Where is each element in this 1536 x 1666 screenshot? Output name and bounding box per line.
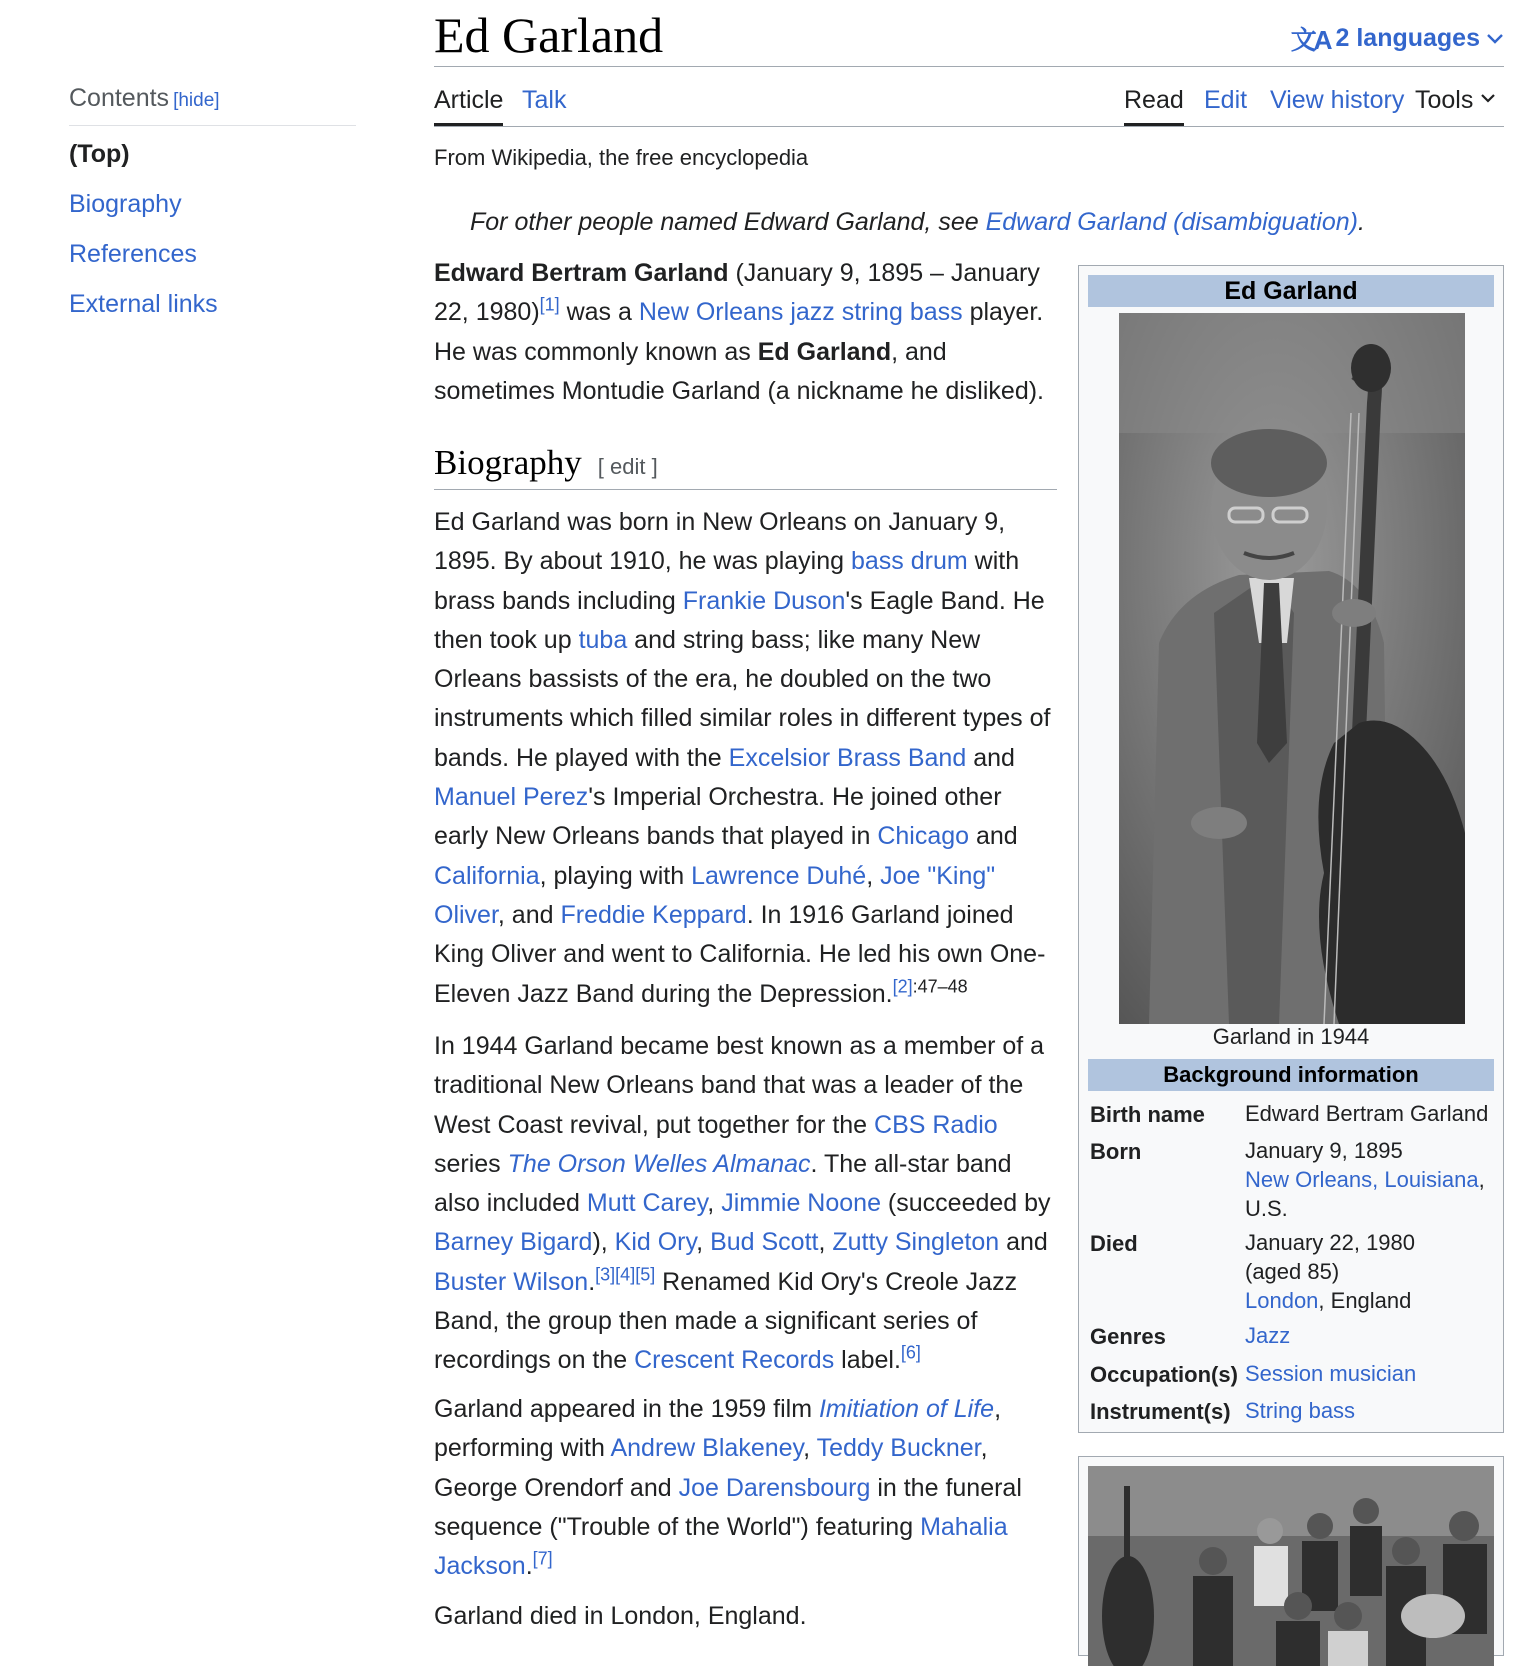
page-range: :47–48 bbox=[912, 976, 968, 997]
article-link[interactable]: Mutt Carey bbox=[586, 1189, 708, 1218]
occupation-value bbox=[1245, 1359, 1416, 1388]
article-link[interactable]: Lawrence Duhé bbox=[691, 861, 867, 890]
article-link[interactable]: Excelsior Brass Band bbox=[728, 743, 967, 772]
instrument-value bbox=[1245, 1396, 1355, 1425]
toc-header bbox=[69, 84, 356, 126]
died-label: Died bbox=[1090, 1231, 1138, 1256]
birth-name-label: Birth name bbox=[1090, 1102, 1205, 1127]
known-as-name: Ed Garland bbox=[757, 337, 892, 366]
band-photo-image bbox=[1088, 1466, 1494, 1666]
tab-tools[interactable] bbox=[1415, 86, 1496, 126]
chevron-down-icon bbox=[1480, 93, 1496, 104]
tools-label: Tools bbox=[1415, 86, 1474, 114]
article-link[interactable]: string bass bbox=[841, 298, 963, 327]
band-photo-frame bbox=[1078, 1456, 1504, 1656]
birth-name-value: Edward Bertram Garland bbox=[1245, 1101, 1489, 1126]
article-link[interactable]: String bass bbox=[1245, 1398, 1356, 1423]
article-link[interactable]: bass drum bbox=[850, 547, 968, 576]
hatnote-end: . bbox=[1358, 208, 1365, 236]
born-country: U.S. bbox=[1245, 1196, 1288, 1221]
infobox bbox=[1078, 265, 1504, 1433]
title-divider bbox=[434, 66, 1504, 67]
page-title: Ed Garland bbox=[434, 7, 664, 63]
language-count: 2 languages bbox=[1335, 24, 1480, 52]
article-link[interactable]: Frankie Duson bbox=[682, 586, 846, 615]
biography-paragraph-1: Ed Garland was born in New Orleans on January 9, 1895. By about 1910, he was playing bass drum with brass bands including Frankie Duson's Eagle Band. He then took up tuba and string bass; like many New Orleans bassists of the era, he doubled on the two instruments which filled similar roles in different types of bands. He played with the Excelsior Brass Band and Manuel Perez's Imperial Orchestra. He joined other early New Orleans bands that played in Chicago and California, playing with Lawrence Duhé, Joe "King" Oliver, and Freddie Keppard. In 1916 Garland joined King Oliver and went to California. He led his own One-Eleven Jazz Band during the Depression.$^{[2]:47-48}$ bbox=[434, 508, 1051, 1008]
article-link[interactable]: California bbox=[434, 861, 540, 890]
born-value bbox=[1245, 1136, 1485, 1223]
article-link[interactable]: Imitiation of Life bbox=[818, 1395, 995, 1423]
article-link[interactable]: New Orleans, Louisiana bbox=[1245, 1167, 1479, 1192]
lead-paragraph bbox=[434, 254, 1059, 411]
article-link[interactable]: Chicago bbox=[877, 822, 970, 851]
article-link[interactable]: Jazz bbox=[1245, 1323, 1291, 1348]
born-label: Born bbox=[1090, 1139, 1142, 1164]
tab-edit[interactable]: Edit bbox=[1204, 86, 1248, 114]
ref-link[interactable]: [1] bbox=[539, 294, 560, 315]
article-link[interactable]: The Orson Welles Almanac bbox=[507, 1149, 811, 1178]
toc-item-references[interactable]: References bbox=[69, 240, 197, 268]
article-link[interactable]: Joe "King" Oliver bbox=[434, 861, 996, 929]
article-link[interactable]: Mahalia Jackson bbox=[434, 1512, 1008, 1581]
infobox-title: Ed Garland bbox=[1088, 275, 1494, 307]
article-link[interactable]: Andrew Blakeney bbox=[610, 1434, 804, 1463]
translate-icon: 文A bbox=[1290, 25, 1330, 55]
died-value bbox=[1245, 1228, 1415, 1315]
article-link[interactable]: Zutty Singleton bbox=[832, 1228, 1000, 1257]
occupation-label: Occupation(s) bbox=[1090, 1362, 1238, 1387]
page-tabs bbox=[434, 80, 1504, 127]
article-link[interactable]: Teddy Buckner bbox=[816, 1434, 981, 1463]
toc-item-external-links[interactable]: External links bbox=[69, 290, 218, 318]
biography-paragraph-4: Garland died in London, England. bbox=[434, 1602, 807, 1630]
lead-text: was a bbox=[559, 298, 639, 327]
biography-paragraph-2: In 1944 Garland became best known as a member of a traditional New Orleans band that was a leader of the West Coast revival, put together for the CBS Radio series The Orson Welles Almanac. The all-star band also included Mutt Carey, Jimmie Noone (succeeded by Barney Bigard), Kid Ory, Bud Scott, Zutty Singleton and Buster Wilson.[3][4][5] Renamed Kid Ory's Creole Jazz Band, the group then made a significant series of recordings on the Crescent Records label.[6] bbox=[434, 1032, 1051, 1375]
article-link[interactable]: Kid Ory bbox=[614, 1228, 697, 1257]
biography-heading: Biography bbox=[434, 443, 582, 482]
article-link[interactable]: tuba bbox=[578, 625, 628, 654]
article-link[interactable]: London bbox=[1245, 1288, 1319, 1313]
tab-view-history[interactable]: View history bbox=[1270, 86, 1405, 114]
ref-link[interactable]: [6] bbox=[900, 1343, 921, 1364]
ref-link[interactable]: [7] bbox=[532, 1548, 553, 1569]
lead-text: , and sometimes Montudie Garland (a nickname he disliked). bbox=[434, 337, 1044, 405]
article-link[interactable]: Barney Bigard bbox=[434, 1228, 593, 1257]
instrument-label: Instrument(s) bbox=[1090, 1399, 1231, 1424]
band-photo[interactable] bbox=[1088, 1466, 1494, 1666]
table-of-contents bbox=[69, 84, 356, 329]
tab-article[interactable]: Article bbox=[434, 86, 503, 126]
section-heading-biography bbox=[434, 443, 1057, 490]
article-link[interactable]: New Orleans bbox=[638, 298, 784, 327]
language-button[interactable] bbox=[1291, 20, 1504, 57]
hatnote-text: For other people named Edward Garland, see bbox=[470, 208, 986, 236]
ref-link[interactable]: [3][4][5] bbox=[595, 1264, 656, 1285]
article-link[interactable]: Buster Wilson bbox=[434, 1267, 589, 1296]
genres-value bbox=[1245, 1321, 1290, 1350]
hatnote bbox=[470, 208, 1365, 237]
died-date: January 22, 1980 bbox=[1245, 1230, 1416, 1255]
biography-paragraph-3: Garland appeared in the 1959 film Imitiation of Life, performing with Andrew Blakeney, Teddy Buckner, George Orendorf and Joe Darensbourg in the funeral sequence ("Trouble of the World") featuring Mahalia Jackson.[7] bbox=[434, 1395, 1022, 1581]
disambiguation-link[interactable]: Edward Garland (disambiguation) bbox=[985, 208, 1358, 236]
lead-text: (January 9, 1895 – January 22, 1980) bbox=[434, 259, 1040, 327]
section-edit-link[interactable]: [ edit ] bbox=[597, 454, 658, 479]
died-age: (aged 85) bbox=[1245, 1259, 1340, 1284]
genres-label: Genres bbox=[1090, 1324, 1166, 1349]
article-link[interactable]: CBS Radio bbox=[874, 1110, 998, 1139]
article-link[interactable]: Manuel Perez bbox=[434, 783, 589, 812]
ref-link[interactable]: [2] bbox=[892, 976, 913, 997]
article-link[interactable]: Session musician bbox=[1245, 1361, 1417, 1386]
article-link[interactable]: Joe Darensbourg bbox=[678, 1473, 871, 1502]
site-tagline: From Wikipedia, the free encyclopedia bbox=[434, 145, 809, 170]
bassist-photo-image bbox=[1119, 313, 1465, 1024]
toc-item-top[interactable]: (Top) bbox=[69, 140, 130, 168]
article-link[interactable]: Freddie Keppard bbox=[560, 900, 747, 929]
infobox-section-header: Background information bbox=[1088, 1059, 1494, 1091]
subject-name: Edward Bertram Garland bbox=[434, 259, 729, 287]
died-place: London, England bbox=[1245, 1288, 1412, 1313]
toc-hide-button[interactable]: [hide] bbox=[173, 90, 220, 111]
article-link[interactable]: jazz bbox=[790, 298, 835, 327]
chevron-down-icon bbox=[1486, 33, 1504, 45]
toc-heading: Contents bbox=[69, 84, 170, 112]
toc-item-biography[interactable]: Biography bbox=[69, 190, 182, 218]
tab-talk[interactable]: Talk bbox=[522, 86, 567, 114]
infobox-caption: Garland in 1944 bbox=[1212, 1024, 1370, 1049]
born-place: New Orleans, Louisiana, bbox=[1245, 1167, 1485, 1192]
article-link[interactable]: Jimmie Noone bbox=[721, 1189, 881, 1218]
lead-text: player. He was commonly known as bbox=[434, 298, 1044, 366]
born-date: January 9, 1895 bbox=[1245, 1138, 1403, 1163]
tab-read[interactable]: Read bbox=[1124, 86, 1184, 126]
article-link[interactable]: Crescent Records bbox=[634, 1346, 835, 1375]
infobox-photo[interactable] bbox=[1119, 313, 1465, 1024]
article-link[interactable]: Bud Scott bbox=[710, 1228, 819, 1257]
